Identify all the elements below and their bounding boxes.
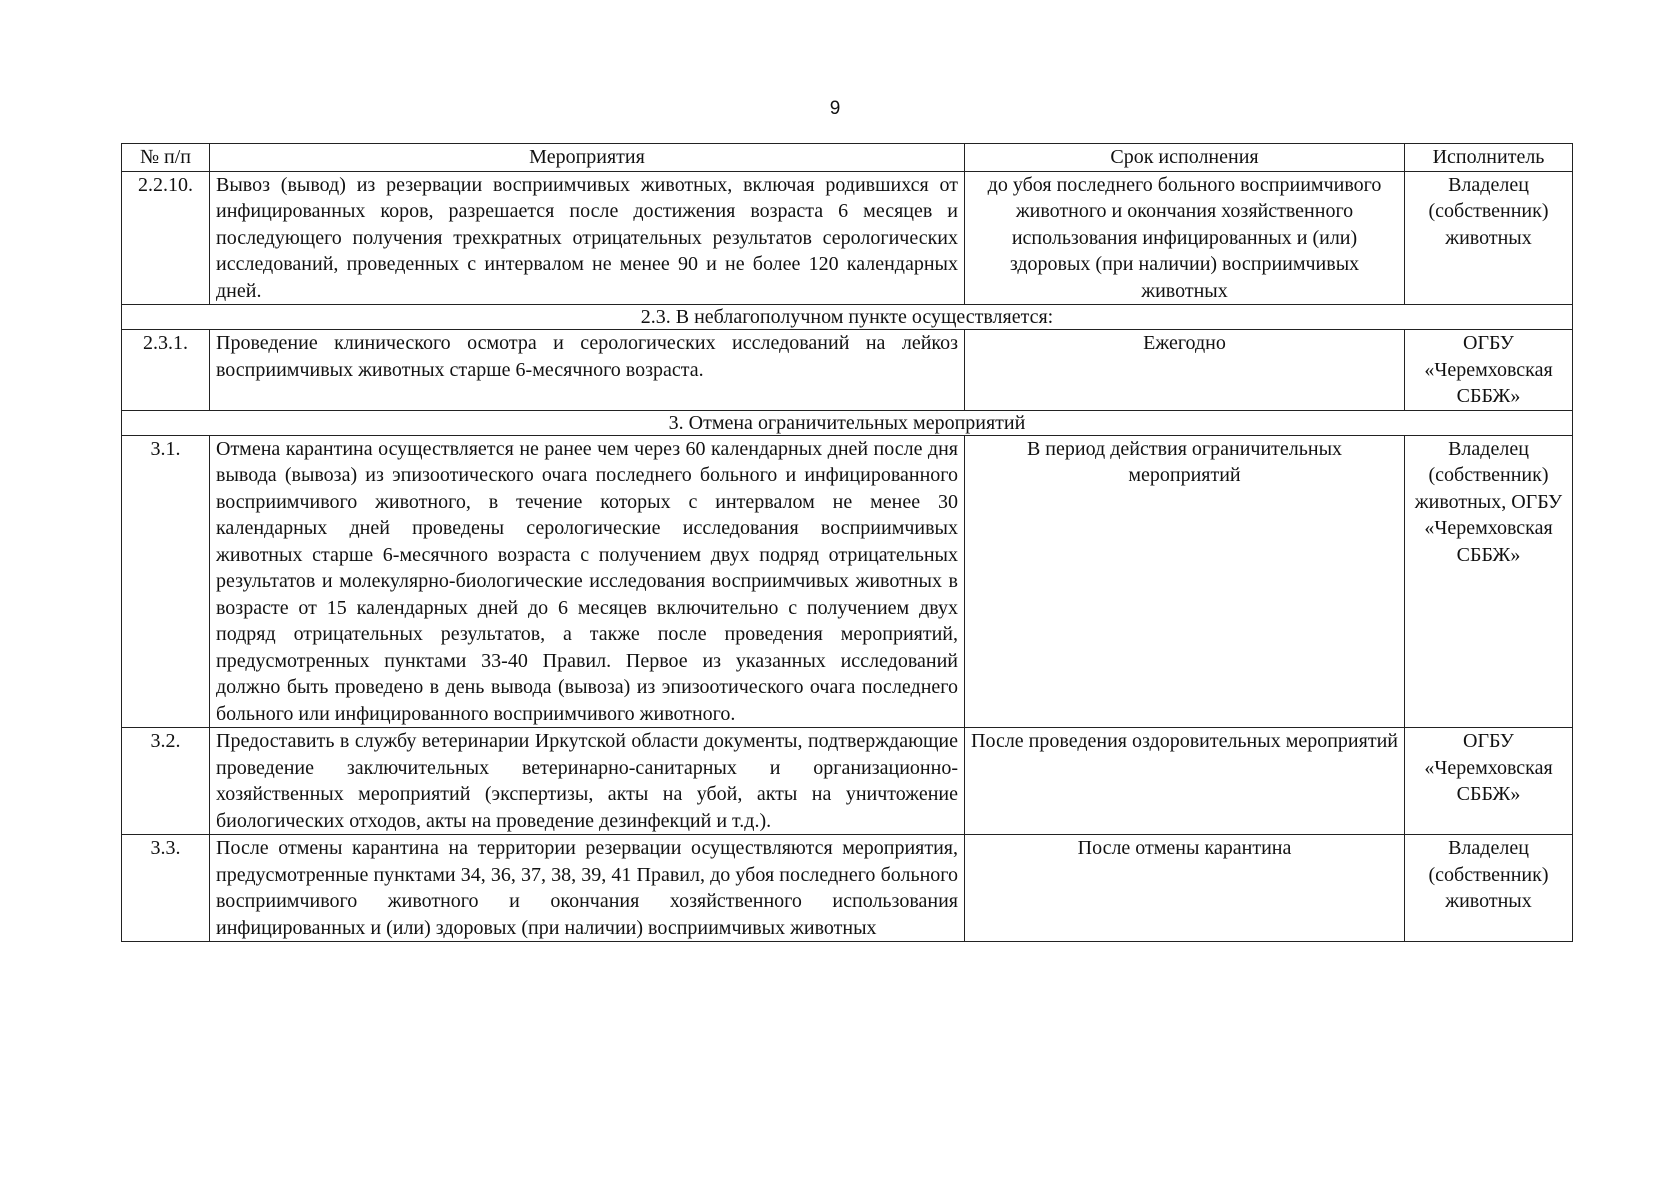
row-term: В период действия ограничительных мероприятий	[965, 435, 1405, 728]
row-activity: Вывоз (вывод) из резервации восприимчивых животных, включая родившихся от инфицированных коров, разрешается после достижения возраста 6 месяцев и последующего получения трехкратных отрицательных результатов серологических исследований, проведенных с интервалом не менее 90 и не более 120 календарных дней.	[210, 171, 965, 305]
row-executor: ОГБУ «Черемховская СББЖ»	[1405, 330, 1573, 411]
row-executor: Владелец (собственник) животных	[1405, 171, 1573, 305]
row-activity: Проведение клинического осмотра и серологических исследований на лейкоз восприимчивых животных старше 6-месячного возраста.	[210, 330, 965, 411]
row-activity: После отмены карантина на территории резервации осуществляются мероприятия, предусмотренные пунктами 34, 36, 37, 38, 39, 41 Правил, до убоя последнего больного восприимчивого животного и окончания хозяйственного использования инфицированных и (или) здоровых (при наличии) восприимчивых животных	[210, 835, 965, 942]
table-row	[122, 835, 1573, 942]
row-num: 3.1.	[122, 435, 210, 728]
row-num: 3.2.	[122, 728, 210, 835]
header-num: № п/п	[122, 144, 210, 172]
table-row	[122, 330, 1573, 411]
row-activity: Предоставить в службу ветеринарии Иркутской области документы, подтверждающие проведение заключительных ветеринарно-санитарных и организационно-хозяйственных мероприятий (экспертизы, акты на убой, акты на уничтожение биологических отходов, акты на проведение дезинфекций и т.д.).	[210, 728, 965, 835]
row-term: После отмены карантина	[965, 835, 1405, 942]
section-heading: 3. Отмена ограничительных мероприятий	[122, 410, 1573, 435]
row-num: 3.3.	[122, 835, 210, 942]
row-num: 2.3.1.	[122, 330, 210, 411]
row-executor: Владелец (собственник) животных, ОГБУ «Черемховская СББЖ»	[1405, 435, 1573, 728]
table-row	[122, 728, 1573, 835]
table-row	[122, 171, 1573, 305]
section-heading: 2.3. В неблагополучном пункте осуществляется:	[122, 305, 1573, 330]
section-row	[122, 305, 1573, 330]
row-num: 2.2.10.	[122, 171, 210, 305]
row-term: Ежегодно	[965, 330, 1405, 411]
page-number: 9	[829, 98, 841, 119]
header-term: Срок исполнения	[965, 144, 1405, 172]
row-executor: Владелец (собственник) животных	[1405, 835, 1573, 942]
header-executor: Исполнитель	[1405, 144, 1573, 172]
row-term: После проведения оздоровительных мероприятий	[965, 728, 1405, 835]
header-activity: Мероприятия	[210, 144, 965, 172]
row-activity: Отмена карантина осуществляется не ранее чем через 60 календарных дней после дня вывода (вывоза) из эпизоотического очага последнего больного и инфицированного восприимчивого животного, в течение которых с интервалом не менее 30 календарных дней проведены серологические исследования восприимчивых животных старше 6-месячного возраста с получением двух подряд отрицательных результатов и молекулярно-биологические исследования восприимчивых животных в возрасте от 15 календарных дней до 6 месяцев включительно с получением двух подряд отрицательных результатов, а также после проведения мероприятий, предусмотренных пунктами 33-40 Правил. Первое из указанных исследований должно быть проведено в день вывода (вывоза) из эпизоотического очага последнего больного или инфицированного восприимчивого животного.	[210, 435, 965, 728]
row-term: до убоя последнего больного восприимчивого животного и окончания хозяйственного использования инфицированных и (или) здоровых (при наличии) восприимчивых животных	[965, 171, 1405, 305]
table-header-row	[122, 144, 1573, 172]
row-executor: ОГБУ «Черемховская СББЖ»	[1405, 728, 1573, 835]
table-row	[122, 435, 1573, 728]
section-row	[122, 410, 1573, 435]
measures-table	[121, 143, 1573, 942]
